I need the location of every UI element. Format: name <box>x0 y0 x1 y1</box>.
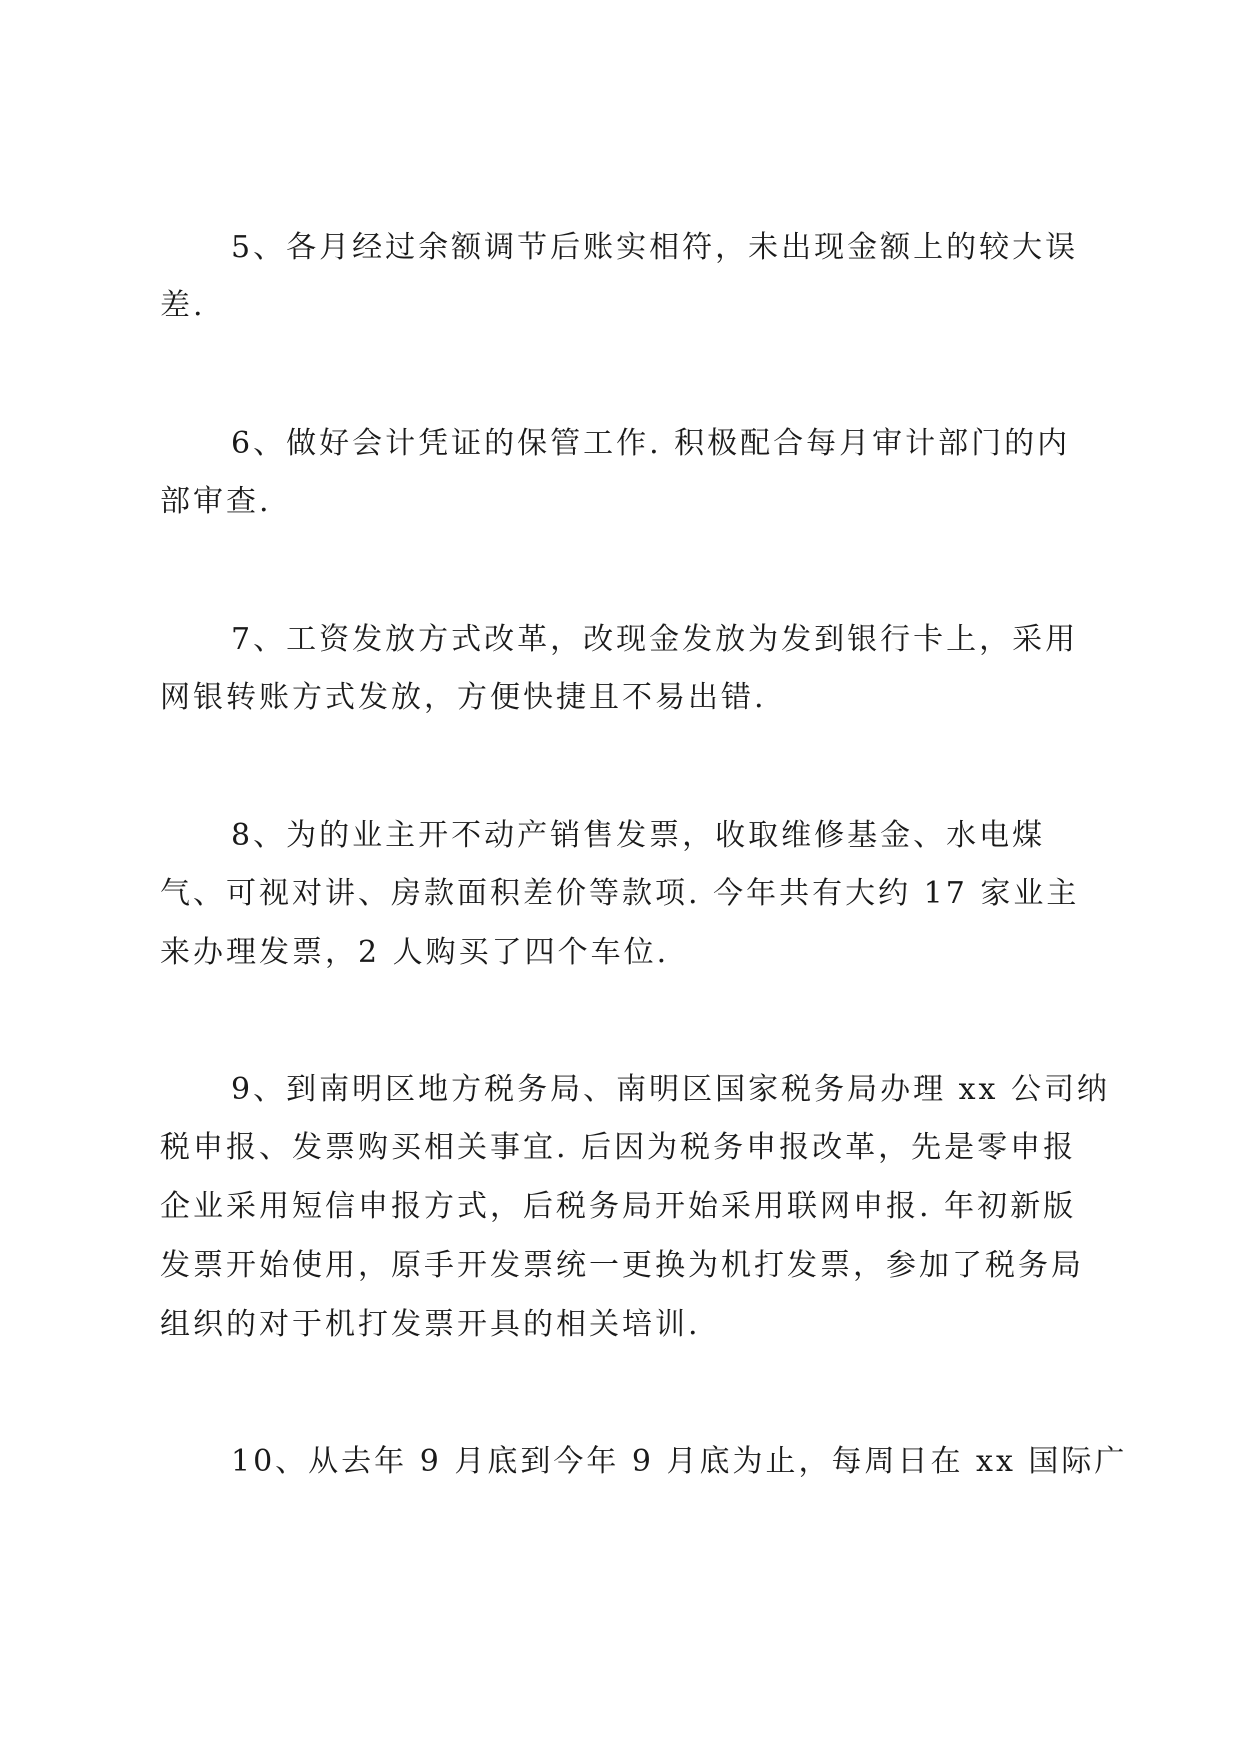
paragraph-line: 差. <box>160 288 206 323</box>
paragraph-line: 网银转账方式发放，方便快捷且不易出错. <box>160 680 767 715</box>
paragraph-line: 部审查. <box>160 484 272 519</box>
paragraph-line: 税申报、发票购买相关事宜. 后因为税务申报改革，先是零申报 <box>160 1130 1077 1165</box>
paragraph-line: 发票开始使用，原手开发票统一更换为机打发票，参加了税务局 <box>160 1248 1084 1283</box>
paragraph-line: 7、工资发放方式改革，改现金发放为发到银行卡上，采用 <box>231 622 1079 657</box>
paragraph-line: 6、做好会计凭证的保管工作. 积极配合每月审计部门的内 <box>231 426 1071 461</box>
paragraph-line: 10、从去年 9 月底到今年 9 月底为止，每周日在 xx 国际广 <box>231 1444 1128 1479</box>
paragraph-line: 组织的对于机打发票开具的相关培训. <box>160 1307 701 1342</box>
paragraph-line: 企业采用短信申报方式，后税务局开始采用联网申报. 年初新版 <box>160 1189 1077 1224</box>
paragraph-line: 5、各月经过余额调节后账实相符，未出现金额上的较大误 <box>231 230 1079 265</box>
paragraph-line: 9、到南明区地方税务局、南明区国家税务局办理 xx 公司纳 <box>231 1072 1110 1107</box>
paragraph-line: 来办理发票，2 人购买了四个车位. <box>160 935 670 970</box>
paragraph-line: 8、为的业主开不动产销售发票，收取维修基金、水电煤 <box>231 818 1046 853</box>
paragraph-line: 气、可视对讲、房款面积差价等款项. 今年共有大约 17 家业主 <box>160 876 1080 911</box>
